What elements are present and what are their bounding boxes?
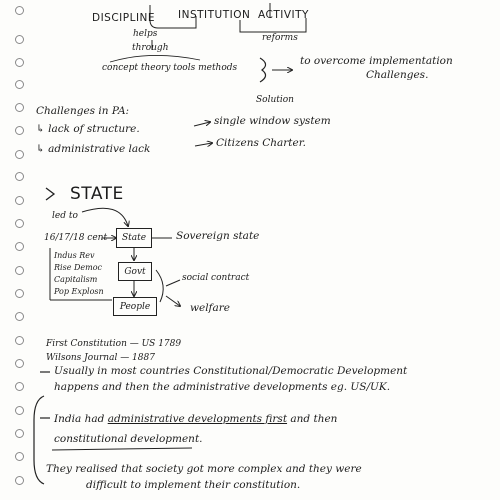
centuries-label: 16/17/18 cent bbox=[44, 233, 108, 243]
state-box: State bbox=[116, 228, 152, 248]
social-contract-label: social contract bbox=[182, 273, 250, 283]
note-1-line-1: Usually in most countries Constitutional/Democratic Development bbox=[54, 365, 408, 377]
sovereign-label: Sovereign state bbox=[176, 230, 260, 242]
binding-hole bbox=[15, 452, 24, 461]
binding-hole bbox=[15, 126, 24, 135]
cause-item: Indus Rev bbox=[54, 251, 95, 260]
solution-heading: Solution bbox=[256, 95, 294, 105]
binding-hole bbox=[15, 429, 24, 438]
welfare-label: welfare bbox=[190, 302, 230, 314]
binding-hole bbox=[15, 58, 24, 67]
note-3-line-2: difficult to implement their constitution. bbox=[86, 479, 301, 491]
note-3-line-1: They realised that society got more complex and they were bbox=[46, 463, 362, 475]
binding-hole bbox=[15, 242, 24, 251]
binding-hole bbox=[15, 172, 24, 181]
binding-hole bbox=[15, 289, 24, 298]
through-label: through bbox=[132, 43, 169, 53]
binding-hole bbox=[15, 312, 24, 321]
reforms-label: reforms bbox=[262, 33, 298, 43]
helps-label: helps bbox=[133, 29, 158, 39]
cause-item: Rise Democ bbox=[54, 263, 102, 272]
binding-hole bbox=[15, 80, 24, 89]
note-1-line-2: happens and then the administrative developments eg. US/UK. bbox=[54, 381, 391, 393]
note-2-line-2: constitutional development. bbox=[54, 433, 203, 445]
binding-hole bbox=[15, 150, 24, 159]
binding-hole bbox=[15, 476, 24, 485]
led-to-label: led to bbox=[52, 211, 78, 221]
binding-hole bbox=[15, 103, 24, 112]
challenges-heading: Challenges in PA: bbox=[36, 105, 130, 117]
spiral-binding bbox=[12, 0, 32, 500]
binding-hole bbox=[15, 382, 24, 391]
institution-label: INSTITUTION bbox=[178, 9, 251, 21]
govt-box: Govt bbox=[118, 262, 152, 281]
means-label: concept theory tools methods bbox=[102, 63, 238, 73]
solution-item-2: Citizens Charter. bbox=[216, 137, 306, 149]
note-2-line-1: India had administrative developments first and then bbox=[54, 413, 338, 425]
activity-label: ACTIVITY bbox=[258, 9, 309, 21]
result-text: to overcome implementation bbox=[300, 55, 453, 67]
solution-item-1: single window system bbox=[214, 115, 331, 127]
challenge-item-2: ↳ administrative lack bbox=[36, 143, 151, 155]
people-box: People bbox=[113, 297, 157, 316]
binding-hole bbox=[15, 406, 24, 415]
state-heading: STATE bbox=[70, 184, 124, 204]
binding-hole bbox=[15, 196, 24, 205]
binding-hole bbox=[15, 266, 24, 275]
cause-item: Pop Explosn bbox=[54, 287, 104, 296]
challenge-item-1: ↳ lack of structure. bbox=[36, 123, 140, 135]
cause-item: Capitalism bbox=[54, 275, 98, 284]
binding-hole bbox=[15, 359, 24, 368]
result-text-2: Challenges. bbox=[366, 69, 429, 81]
binding-hole bbox=[15, 219, 24, 228]
binding-hole bbox=[15, 336, 24, 345]
discipline-label: DISCIPLINE bbox=[92, 12, 156, 24]
first-constitution: First Constitution — US 1789 bbox=[46, 339, 182, 349]
binding-hole bbox=[15, 6, 24, 15]
wilsons-journal: Wilsons Journal — 1887 bbox=[46, 353, 155, 363]
binding-hole bbox=[15, 35, 24, 44]
